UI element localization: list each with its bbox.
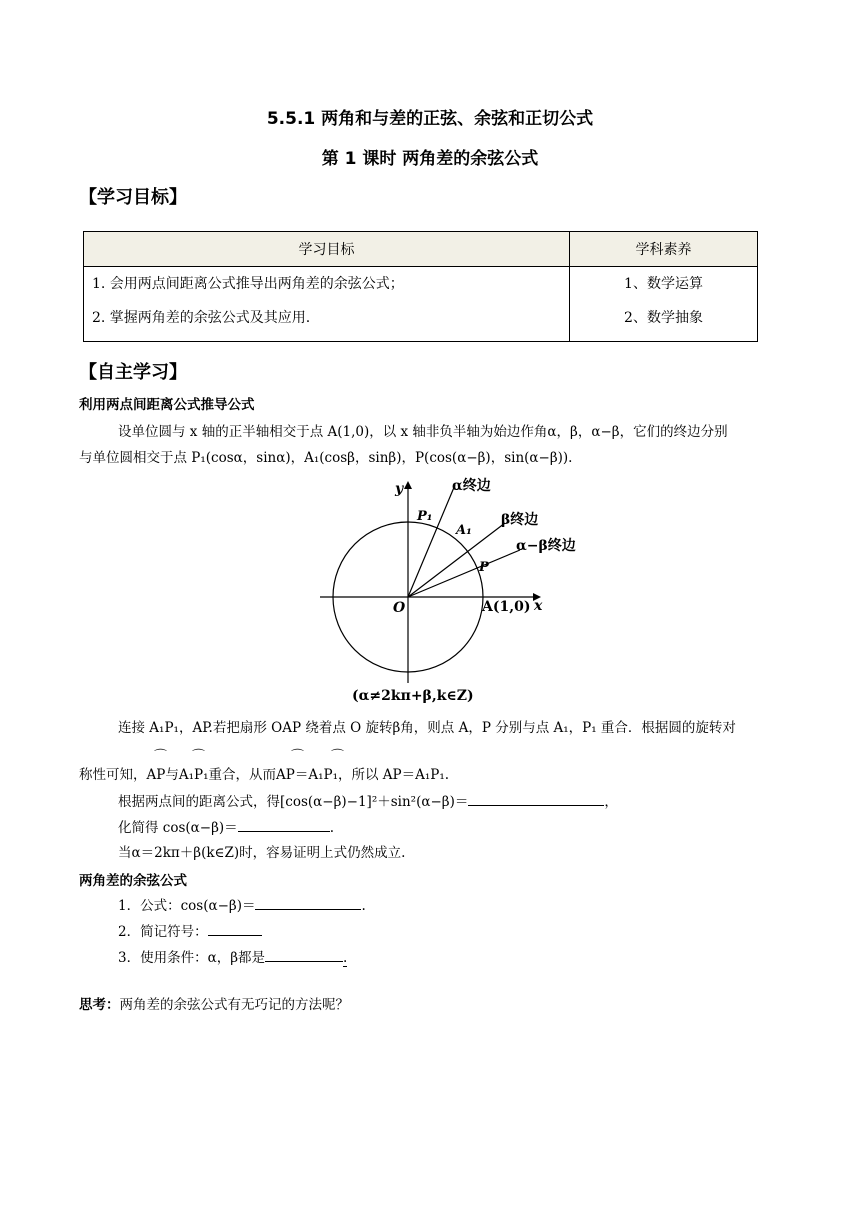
- arc-mark: ⌒: [331, 749, 345, 764]
- y-axis-arrow: [404, 481, 412, 489]
- item-formula-end: .: [361, 898, 366, 914]
- simplify-end: .: [329, 820, 334, 836]
- point-a-label: A(1,0): [482, 599, 531, 615]
- paragraph-simplify: [118, 817, 334, 838]
- point-p-label: P: [479, 560, 489, 575]
- arc-mark: ⌒: [291, 749, 305, 764]
- arc-mark: ⌒: [192, 749, 206, 764]
- page-subtitle: 第 1 课时 两角差的余弦公式: [321, 149, 539, 169]
- y-axis-label: y: [395, 481, 404, 497]
- item-condition: [118, 947, 347, 968]
- item-symbol-text: 2．简记符号：: [118, 924, 208, 940]
- origin-label: O: [393, 600, 406, 616]
- item-symbol: [118, 921, 262, 942]
- simplify-text: 化简得 cos(α−β)＝: [118, 820, 238, 836]
- item-condition-text: 3．使用条件：α，β都是: [118, 950, 266, 966]
- goals-table: [83, 231, 758, 342]
- paragraph-distance: [118, 791, 618, 812]
- paragraph-special-case: 当α＝2kπ＋β(k∈Z)时，容易证明上式仍然成立.: [118, 845, 406, 861]
- section-heading-self-study: 【自主学习】: [79, 362, 187, 383]
- answer-blank-formula[interactable]: [255, 895, 361, 910]
- section-heading-goals: 【学习目标】: [79, 187, 187, 208]
- item-condition-end: .: [343, 950, 348, 966]
- answer-blank-symbol[interactable]: [208, 921, 262, 936]
- literacy-col-header: 学科素养: [570, 232, 758, 267]
- diff-terminal-label: α−β终边: [516, 538, 576, 554]
- item-formula: [118, 895, 366, 916]
- answer-blank-condition[interactable]: [265, 947, 343, 962]
- literacy-item: 2、数学抽象: [624, 310, 703, 326]
- subheading-formula: 两角差的余弦公式: [79, 873, 187, 889]
- think-text: 两角差的余弦公式有无巧记的方法呢？: [119, 997, 349, 1013]
- paragraph-rotation-line1: 连接 A₁P₁，AP.若把扇形 OAP 绕着点 O 旋转β角，则点 A，P 分别与点 A₁，P₁ 重合．根据圆的旋转对: [118, 720, 736, 736]
- distance-end: ，: [604, 794, 618, 810]
- point-p1-label: P₁: [417, 509, 433, 524]
- arc-mark: ⌒: [154, 749, 168, 764]
- literacy-item: 1、数学运算: [624, 276, 703, 292]
- unit-circle-figure: [315, 475, 595, 710]
- point-a1-label: A₁: [456, 523, 472, 538]
- paragraph-setup-line1: 设单位圆与 x 轴的正半轴相交于点 A(1,0)，以 x 轴非负半轴为始边作角α，β，α−β，它们的终边分别: [118, 424, 728, 440]
- x-axis-label: x: [534, 598, 543, 614]
- think-label: 思考：: [79, 997, 120, 1013]
- paragraph-setup-line2: 与单位圆相交于点 P₁(cosα，sinα)，A₁(cosβ，sinβ)，P(cos(α−β)，sin(α−β)).: [79, 450, 573, 466]
- goals-cell: [84, 267, 570, 342]
- page-title: 5.5.1 两角和与差的正弦、余弦和正切公式: [266, 109, 594, 129]
- alpha-terminal-label: α终边: [452, 478, 491, 494]
- beta-terminal-label: β终边: [501, 512, 539, 528]
- goals-col-header: 学习目标: [84, 232, 570, 267]
- subheading-derivation: 利用两点间距离公式推导公式: [79, 397, 255, 413]
- answer-blank-simplify[interactable]: [238, 817, 330, 832]
- figure-caption: (α≠2kπ+β,k∈Z): [352, 688, 474, 704]
- think-question: [79, 995, 349, 1015]
- literacy-cell: [570, 267, 758, 342]
- answer-blank-distance[interactable]: [468, 791, 604, 806]
- goal-item: 2. 掌握两角差的余弦公式及其应用.: [92, 310, 311, 326]
- item-formula-text: 1．公式：cos(α−β)＝: [118, 898, 256, 914]
- distance-text: 根据两点间的距离公式，得[cos(α−β)−1]²＋sin²(α−β)＝: [118, 794, 469, 810]
- paragraph-rotation-line2: 称性可知，AP与A₁P₁重合，从而AP＝A₁P₁，所以 AP＝A₁P₁.: [79, 767, 450, 783]
- goal-item: 1. 会用两点间距离公式推导出两角差的余弦公式；: [92, 276, 404, 292]
